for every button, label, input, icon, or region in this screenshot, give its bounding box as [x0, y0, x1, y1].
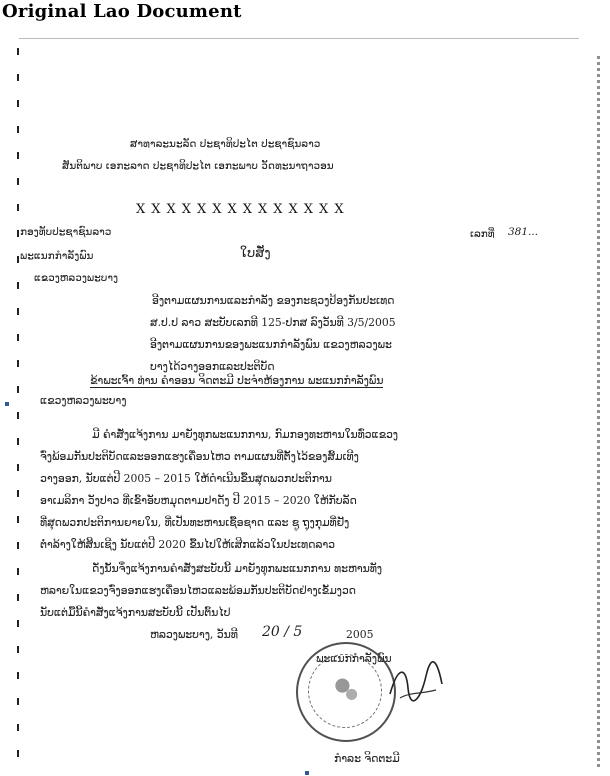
order-line-1: ຂ້າພະເຈົ້າ ທ່ານ ຄໍາອອນ ຈິດຕະມີ ປະຈຳຫ້ອງການ ພະແນກກຳລັງພົນ — [90, 374, 384, 387]
unit-line-2: ພະແນກກຳລັງພົນ — [20, 250, 94, 262]
date-year: 2005 — [346, 628, 374, 641]
basis-line: ອີງຕາມແຜນການແລະກຳລັງ ຂອງກະຊວງປ້ອງກັນປະເທດ — [152, 294, 395, 307]
scanned-document — [0, 38, 610, 776]
number-value: 381... — [508, 226, 539, 238]
body-line: ວາງອອກ, ນັບແຕ່ປີ 2005 – 2015 ໃຫ້ດຳເນີນຂື້ນສຸດພວກປະຕິການ — [40, 472, 332, 485]
body-line: ມີ ຄຳສັ່ງແຈ້ງການ ມາຍັງທຸກພະແນກການ, ກົມກອງທະຫານໃນທົ່ວແຂວງ — [92, 428, 399, 441]
order-line-2: ແຂວງຫລວງພະບາງ — [40, 394, 127, 407]
date-place: ຫລວງພະບາງ, ວັນທີ — [150, 628, 238, 641]
header-line-1: ສາທາລະນະລັດ ປະຊາທິປະໄຕ ປະຊາຊົນລາວ — [130, 138, 321, 150]
unit-line-3: ແຂວງຫລວງພະບາງ — [34, 272, 119, 284]
basis-line: ສ.ປ.ປ ລາວ ສະບັບເລກທີ 125-ປກສ ລົງວັນທີ 3/5/2005 — [150, 316, 396, 329]
body-line: ທີ່ສຸດພວກປະຕິການຍາຍໃນ, ທີ່ເປັນທະຫານເຊື້ອຊາດ ແລະ ຊູ ຖຸງກຸມທີ່ຢັງ — [40, 516, 350, 529]
page-heading: Original Lao Document — [2, 1, 242, 22]
right-scan-edge — [597, 56, 600, 768]
redacted-marks: XXXXXXXXXXXXXX — [136, 202, 350, 217]
unit-line-1: ກອງທັບປະຊາຊົນລາວ — [20, 226, 112, 238]
number-label: ເລກທີ່ — [470, 228, 495, 240]
margin-marker — [305, 771, 309, 775]
closing-line: ດັ່ງນັ້ນຈຶ່ງແຈ້ງການຄຳສັ່ງສະບັບນີ້ ມາຍັງທຸກພະແນກການ ທະຫານທັງ — [92, 562, 382, 575]
seal-emblem — [324, 668, 370, 712]
left-perforation — [17, 48, 19, 768]
body-line: ຕໍ່າລ້າງໃຫ້ສິ້ນເຊີງ ນັບແຕ່ປີ 2020 ຂື້ນໄປໃຫ້ເສີກແລ້ວໃນປະເທດລາວ — [40, 538, 336, 551]
header-line-2: ສັນຕິພາບ ເອກະລາດ ປະຊາທິປະໄຕ ເອກະພາບ ວັດທະນາຖາວອນ — [62, 160, 334, 172]
basis-line: ບາງໄດ້ວາງອອກແລະປະຕິບັດ — [150, 360, 275, 373]
date-value: 20 / 5 — [262, 624, 303, 640]
closing-line: ນັບແຕ່ມື້ນີ້ຄຳສັ່ງແຈ້ງການສະບັບນີ້ ເປັນຕົ້ນໄປ — [40, 606, 231, 619]
basis-line: ອີງຕາມແຜນການຂອງພະແນກກຳລັງພົນ ແຂວງຫລວງພະ — [150, 338, 392, 351]
document-title: ໃບສັ່ງ — [240, 246, 271, 261]
body-line: ອາເມລິກາ ວັງປາວ ທີ່ເຂົ້າອັບຫມຸດຕາມປາດັງ ປີ 2015 – 2020 ໃຫ້ກັບລັດ — [40, 494, 357, 507]
signer-title: ພະແນກກຳລັງພົນ — [316, 652, 392, 665]
body-line: ຈົ່ງພ້ອມກັນປະຕິບັດແລະອອກແຮງເຄື່ອນໄຫວ ຕາມແຜນທີ່ຕັ້ງໄວ້ຂອງສົ້ມເທີງ — [40, 450, 359, 463]
official-seal — [296, 642, 396, 742]
handwritten-signature — [386, 658, 446, 706]
closing-line: ຫລາຍໃນແຂວງຈົ່ງອອກແຮງເຄື່ອນໄຫວແລະພ້ອມກັນປະຕິບັດຢ່າງເຂັ້ມງວດ — [40, 584, 356, 597]
margin-marker — [5, 402, 9, 406]
page-edge — [19, 38, 579, 39]
signer-name: ກໍາລະ ຈິດຕະມີ — [334, 752, 400, 765]
